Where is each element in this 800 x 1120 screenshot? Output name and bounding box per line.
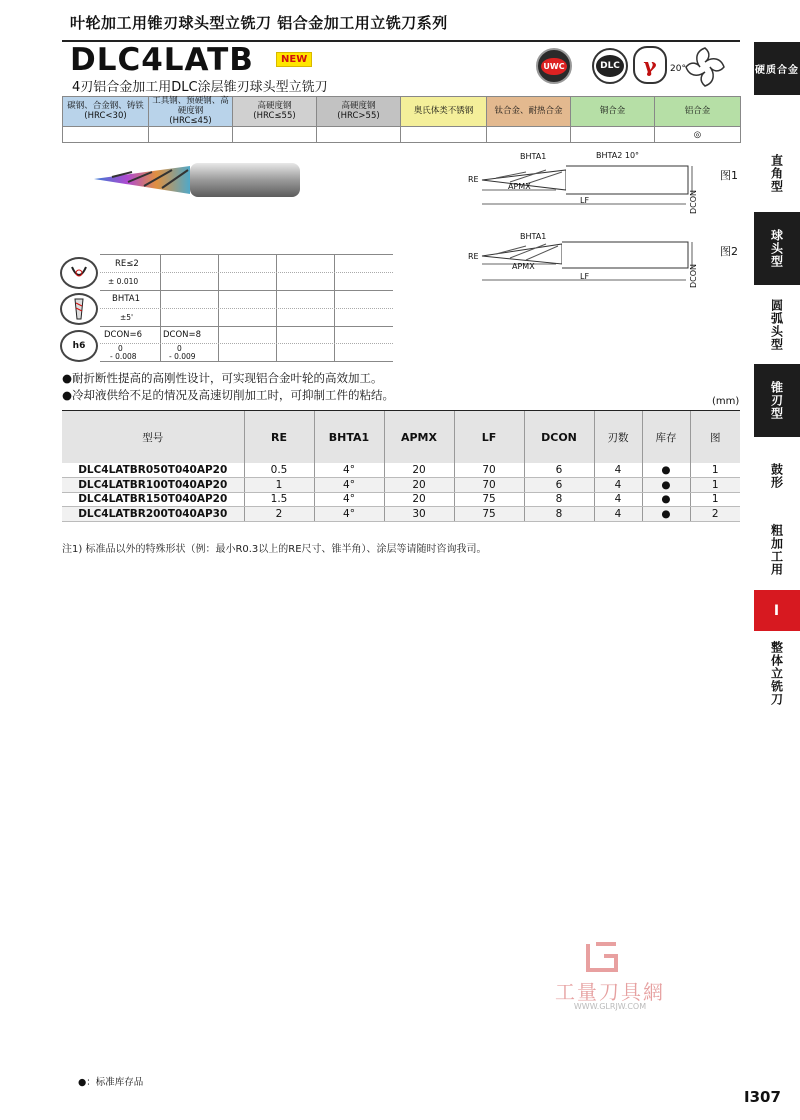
taper-angle-icon — [60, 293, 98, 325]
column-header: LF — [454, 411, 524, 463]
table-cell: 70 — [454, 463, 524, 478]
table-cell: 4 — [594, 492, 642, 507]
material-rating-7: ◎ — [655, 127, 741, 143]
table-cell: 20 — [384, 478, 454, 493]
table-cell: 4° — [314, 492, 384, 507]
fig1-bhta2-label: BHTA2 10° — [596, 151, 640, 160]
fig1-apmx-label: APMX — [508, 182, 531, 191]
table-cell: 0.5 — [244, 463, 314, 478]
fig2-lf-label: LF — [580, 272, 590, 281]
table-cell: 8 — [524, 507, 594, 522]
material-name: 工具钢、预硬钢、高硬度钢 — [152, 96, 229, 116]
material-rating-1 — [149, 127, 233, 143]
material-rating-6 — [571, 127, 655, 143]
re-tol-value: ± 0.010 — [108, 277, 139, 286]
material-name: 铝合金 — [684, 105, 711, 116]
product-table — [62, 411, 740, 522]
h6-tolerance-icon: h6 — [60, 330, 98, 362]
table-cell: 2 — [690, 507, 740, 522]
table-cell: 8 — [524, 492, 594, 507]
material-rating-2 — [233, 127, 317, 143]
material-header-7 — [655, 97, 741, 127]
watermark-url: WWW.GLRJW.COM — [573, 1002, 647, 1011]
series-title: 叶轮加工用锥刃球头型立铣刀 铝合金加工用立铣刀系列 — [70, 14, 448, 32]
legend-note: ●：标准库存品 — [78, 1077, 144, 1088]
fig2-label: 图2 — [720, 245, 738, 258]
side-tab-radius[interactable]: 圆弧头型 — [754, 288, 800, 362]
watermark-logo — [540, 940, 680, 1020]
table-cell: 6 — [524, 463, 594, 478]
page-number: I307 — [744, 1088, 781, 1106]
material-rating-5 — [487, 127, 571, 143]
fig1-label: 图1 — [720, 169, 738, 182]
table-row — [62, 463, 740, 478]
column-header: 型号 — [62, 411, 244, 463]
dcon6-tol-upper: 0 — [118, 344, 123, 353]
column-header: BHTA1 — [314, 411, 384, 463]
column-header: APMX — [384, 411, 454, 463]
material-rating-0 — [63, 127, 149, 143]
material-header-4 — [401, 97, 487, 127]
dcon8-tol-lower: - 0.009 — [169, 352, 196, 361]
material-hardness: (HRC<30) — [84, 110, 127, 121]
table-cell: 20 — [384, 463, 454, 478]
table-cell: 75 — [454, 492, 524, 507]
table-cell: 1 — [244, 478, 314, 493]
table-cell: 30 — [384, 507, 454, 522]
feature-1: ●耐折断性提高的高刚性设计，可实现铝合金叶轮的高效加工。 — [62, 371, 383, 385]
table-cell: 4 — [594, 478, 642, 493]
side-tab-carbide[interactable]: 硬质合金 — [754, 42, 800, 96]
table-cell: ● — [642, 507, 690, 522]
dcon8-tol-upper: 0 — [177, 344, 182, 353]
material-name: 奥氏体类不锈钢 — [413, 105, 474, 116]
figure-1-drawing — [466, 148, 716, 218]
table-cell: 4° — [314, 463, 384, 478]
footnote: 注1) 标准品以外的特殊形状（例：最小R0.3以上的RE尺寸、锥半角）、涂层等请随时咨询我司。 — [62, 544, 487, 555]
table-row — [62, 507, 740, 522]
column-header: 库存 — [642, 411, 690, 463]
table-cell: 4 — [594, 463, 642, 478]
dcon8-label: DCON=8 — [163, 330, 202, 340]
fig1-bhta1-label: BHTA1 — [520, 152, 547, 161]
table-cell: 70 — [454, 478, 524, 493]
dcon6-tol-lower: - 0.008 — [110, 352, 137, 361]
unit-label: (mm) — [712, 396, 740, 407]
product-code: DLC4LATB — [70, 42, 254, 78]
column-header: 刃数 — [594, 411, 642, 463]
table-cell: ● — [642, 492, 690, 507]
dcon6-label: DCON=6 — [104, 330, 143, 340]
bhta-tol-value: ±5' — [120, 313, 134, 322]
product-code-cell: DLC4LATBR200T040AP30 — [62, 507, 244, 522]
material-suitability-table — [62, 96, 741, 143]
table-cell: 1 — [690, 463, 740, 478]
table-cell: ● — [642, 463, 690, 478]
new-badge: NEW — [276, 52, 312, 67]
fig1-lf-label: LF — [580, 196, 590, 205]
table-cell: 75 — [454, 507, 524, 522]
uwc-grade-icon: UWC — [536, 48, 572, 84]
fig2-dcon-label: DCON — [689, 264, 698, 289]
ball-radius-icon — [60, 257, 98, 289]
watermark-text: 工量刀具網 — [555, 980, 665, 1004]
material-header-5 — [487, 97, 571, 127]
table-cell: 1 — [690, 492, 740, 507]
table-cell: 20 — [384, 492, 454, 507]
side-tab-section-i[interactable]: I — [754, 590, 800, 632]
material-header-0 — [63, 97, 149, 127]
column-header: 图 — [690, 411, 740, 463]
material-name: 铜合金 — [599, 105, 626, 116]
helix-angle-icon: γ — [633, 46, 667, 84]
tool-photo — [92, 160, 312, 200]
material-hardness: (HRC≤45) — [169, 115, 212, 126]
table-cell: 4° — [314, 507, 384, 522]
material-rating-4 — [401, 127, 487, 143]
table-row — [62, 492, 740, 507]
material-rating-3 — [317, 127, 401, 143]
material-name: 高硬度钢 — [257, 100, 292, 111]
re-tol-label: RE≤2 — [115, 259, 139, 269]
table-cell: 6 — [524, 478, 594, 493]
side-tab-ball[interactable]: 球头型 — [754, 212, 800, 286]
material-name: 钛合金、耐热合金 — [494, 105, 563, 116]
column-header: RE — [244, 411, 314, 463]
fig1-dcon-label: DCON — [689, 190, 698, 215]
table-cell: ● — [642, 478, 690, 493]
side-tab-square[interactable]: 直角型 — [754, 138, 800, 210]
product-code-cell: DLC4LATBR050T040AP20 — [62, 463, 244, 478]
product-code-cell: DLC4LATBR150T040AP20 — [62, 492, 244, 507]
tolerance-table — [60, 254, 393, 362]
material-name: 碳钢、合金钢、铸铁 — [67, 100, 144, 111]
material-header-1 — [149, 97, 233, 127]
figure-2-drawing — [466, 224, 716, 294]
feature-2: ●冷却液供给不足的情况及高速切削加工时，可抑制工件的粘结。 — [62, 388, 395, 402]
side-tab-solid-endmill[interactable]: 整体立铣刀 — [754, 634, 800, 714]
table-cell: 2 — [244, 507, 314, 522]
bhta-tol-label: BHTA1 — [112, 294, 140, 304]
material-header-3 — [317, 97, 401, 127]
side-tab-roughing[interactable]: 粗加工用 — [754, 514, 800, 586]
four-flute-icon — [682, 44, 728, 90]
material-hardness: (HRC>55) — [337, 110, 380, 121]
table-row — [62, 478, 740, 493]
side-tab-taper[interactable]: 锥刃型 — [754, 364, 800, 438]
table-cell: 1.5 — [244, 492, 314, 507]
product-code-cell: DLC4LATBR100T040AP20 — [62, 478, 244, 493]
column-header: DCON — [524, 411, 594, 463]
material-name: 高硬度钢 — [341, 100, 376, 111]
fig2-re-label: RE — [468, 252, 479, 261]
side-tab-barrel[interactable]: 鼓形 — [754, 440, 800, 512]
material-header-6 — [571, 97, 655, 127]
dlc-coating-icon: DLC — [592, 48, 628, 84]
fig1-re-label: RE — [468, 175, 479, 184]
fig2-bhta1-label: BHTA1 — [520, 232, 547, 241]
table-cell: 1 — [690, 478, 740, 493]
helix-angle-value: 20° — [670, 64, 686, 74]
material-hardness: (HRC≤55) — [253, 110, 296, 121]
table-cell: 4 — [594, 507, 642, 522]
table-cell: 4° — [314, 478, 384, 493]
fig2-apmx-label: APMX — [512, 262, 535, 271]
material-header-2 — [233, 97, 317, 127]
product-subtitle: 4刃铝合金加工用DLC涂层锥刃球头型立铣刀 — [72, 80, 328, 95]
